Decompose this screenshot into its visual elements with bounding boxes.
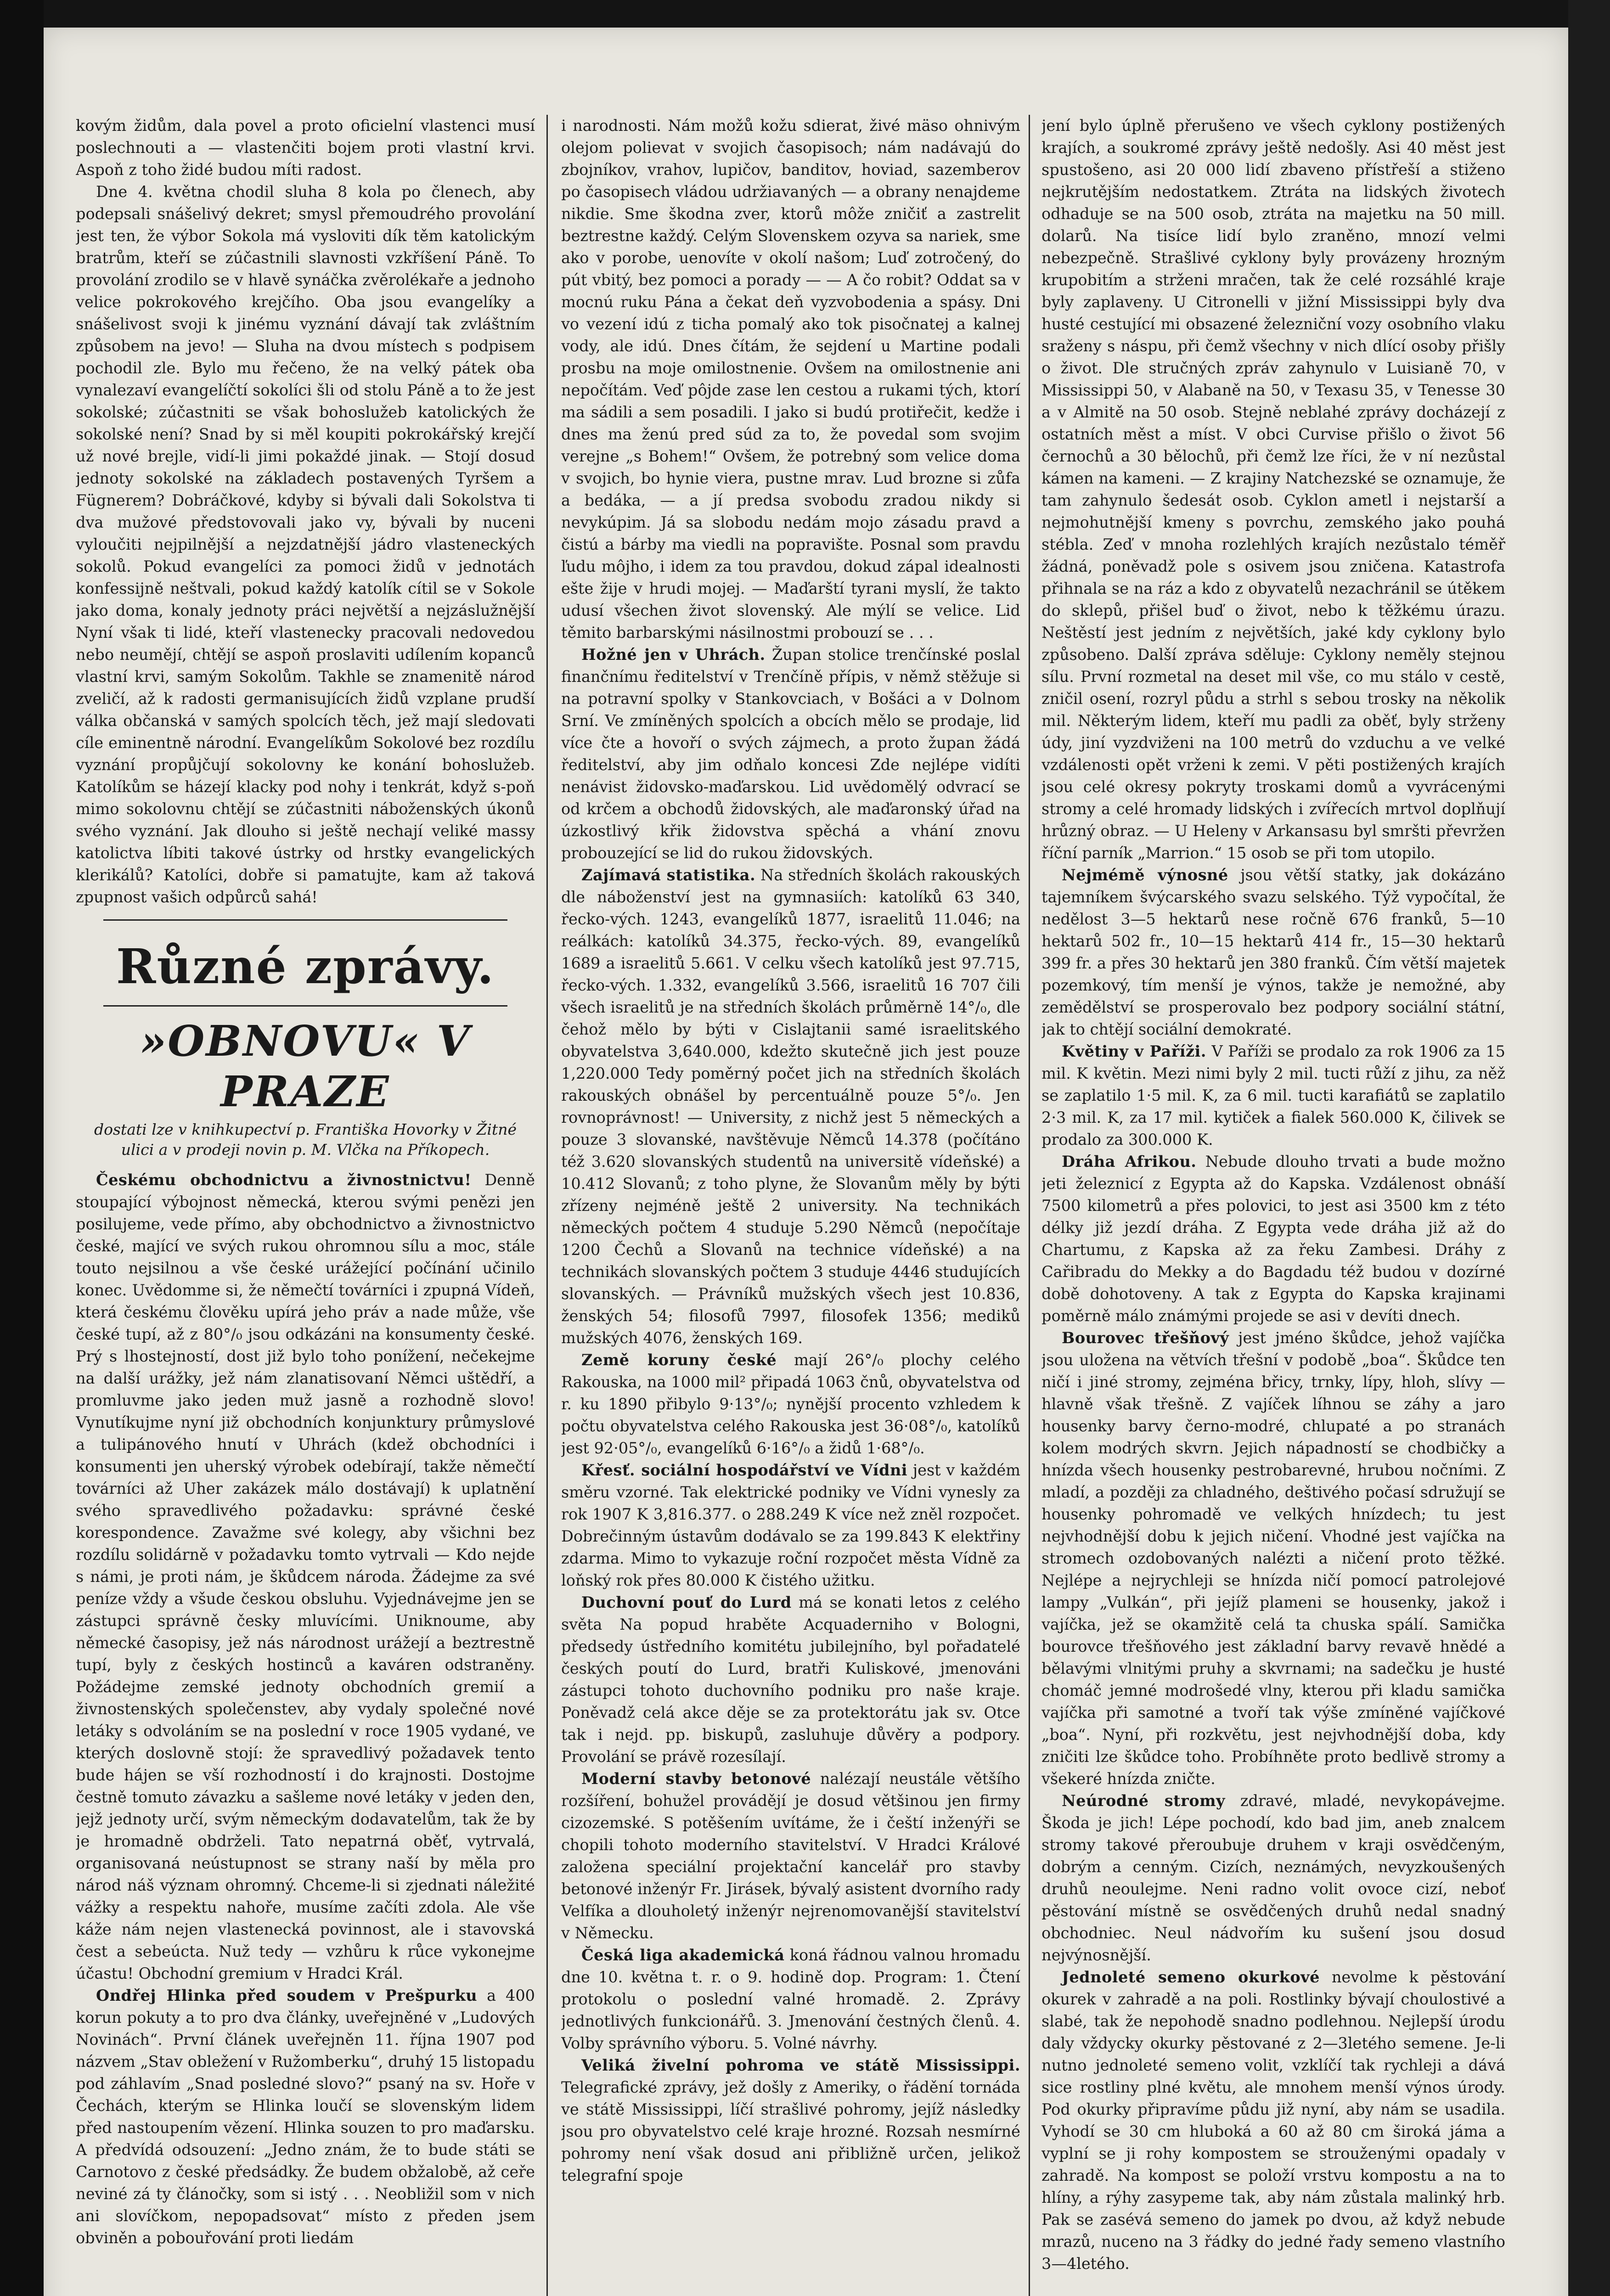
column-3: [1041, 115, 1505, 2296]
column-1: [76, 115, 535, 2296]
section-divider: [103, 1005, 507, 1007]
news-item-text: Na středních školách rakouských dle náboženství jest na gymnasiích: katolíků 63 340, řecko-vých. 1243, evangelíků 1877, israelitů 11.046; na reálkách: katolíků 34.375, řecko-vých. 89, evangelíků 1689 a israelitů 5.661. V celku všech katolíků jest 97.715, řecko-vých. 1.332, evangelíků 3.566, israelitů 16 707 čili všech israelitů je na středních školách průměrně 14°/₀, dle čehož mělo by býti v Cislajtanii samé israelitského obyvatelstva 3,640.000, kdežto skutečně jich jest pouze 1,220.000 Tedy poměrný počet jich na středních školách rakouských obnášel by percentuálně pouze 5°/₀. Jen rovnoprávnost! — University, z nichž jest 5 německých a pouze 3 slovanské, navštěvuje Němců 14.378 (počítáno též 3.620 slovanských studentů na universitě vídeňské) a 10.412 Slovanů; z toho plyne, že Slovanům měly by býti zřízeny nejméně ještě 2 university. Na technikách německých počtem 4 studuje 5.290 Němců (nepočítaje 1200 Čechů a Slovanů na technice vídeňské) a na technikách slovanských počtem 3 studuje 4446 studujících slovanských. — Právníků mužských všech jest 10.836, ženských 54; filosofů 7997, filosofek 1356; mediků mužských 4076, ženských 169.: [561, 866, 1020, 1347]
news-item: [76, 1169, 535, 1985]
news-item-heading: Ondřej Hlinka před soudem v Prešpurku: [96, 1986, 478, 2004]
news-item-heading: Nejmémě výnosné: [1062, 866, 1228, 884]
scan-left-edge: [0, 0, 44, 2296]
news-item-text: jest v každém směru vzorné. Tak elektrické podniky ve Vídni vynesly za rok 1907 K 3,816.377. o 288.249 K více než zněl rozpočet. Dobrečinným ústavům dodávalo se za 199.843 K elektřiny zdarma. Mimo to vykazuje roční rozpočet města Vídně za loňský rok přes 80.000 K čistého užitku.: [561, 1461, 1020, 1589]
news-item: [1041, 864, 1505, 1041]
news-item: [561, 1349, 1020, 1459]
news-item: [561, 864, 1020, 1349]
news-item-heading: Hožné jen v Uhrách.: [581, 646, 766, 664]
news-item-text: jsou větší statky, jak dokázáno tajemníkem švýcarského svazu selského. Týž vypočítal, že nedělost 3—5 hektarů nese ročně 676 franků, 5—10 hektarů 502 fr., 10—15 hektarů 414 fr., 15—30 hektarů 399 fr. a přes 30 hektarů jen 380 franků. Čím větší majetek pozemkový, tím menší je výnos, takže je nemožné, aby zemědělství se prosperovalo bez podpory sociální státní, jak to chtějí sociální demokraté.: [1041, 866, 1505, 1038]
news-item-text: nalézají neustále většího rozšíření, bohužel provádějí je dosud většinou jen firmy cizozemské. S potěšením uvítáme, že i čeští inženýři se chopili tohoto moderního stavitelství. V Hradci Králové založena speciální projektační kancelář pro stavby betonové inženýr Fr. Jirásek, bývalý asistent dvorního rady Velfíka a dlouholetý inženýr nejrenomovanější stavitelství v Německu.: [561, 1770, 1020, 1942]
promo-subtitle: dostati lze v knihkupectví p. Františka Hovorky v Žitné ulici a v prodeji novin p. M. Vlčka na Příkopech.: [94, 1120, 517, 1159]
news-item-text: Župan stolice trenčínské poslal finančnímu ředitelství v Trenčíně přípis, v němž stěžuje si na potravní spolky v Stankovciach, v Bošáci a v Dolnom Srní. Ve zmíněných spolcích a obcích mělo se prodaje, lid více čte a hovoří o svých zájmech, a proto župan žádá ředitelství, aby jim odňalo koncesi Zde nejlépe vidíti nenávist židovsko-maďarskou. Lid uvědomělý odvrací se od krčem a obchodů židovských, ale maďaronský úřad na úzkostlivý křik židovstva spěchá a vhání znovu probouzející se lid do rukou židovských.: [561, 646, 1020, 862]
article-paragraph: kovým židům, dala povel a proto oficielní vlastenci musí poslechnouti a — vlastenčiti bojem proti vlastní krvi. Aspoň z toho židé budou míti radost.: [76, 117, 535, 179]
news-item-heading: Země koruny české: [581, 1351, 777, 1369]
news-item-heading: Českému obchodnictvu a živnostnictvu!: [96, 1171, 472, 1189]
article-paragraph: i narodnosti. Nám možů kožu sdierat, živé mäso ohnivým olejom polievat v svojich časopisoch; nám nadávajú do zbojníkov, vrahov, lupičov, banditov, hoviad, sazemberov po časopisech vládou udržiavaných — a obrany nenajdeme nikdie. Sme škodna zver, ktorů môže zničiť a zastrelit beztrestne každý. Celým Slovenskem ozyva sa nariek, sme ako v porobe, uenovíte v okolí našom; Luď zotročený, do pút vbitý, bez pomoci a porady — — A čo robit? Oddat sa v mocnú ruku Pána a čekat deň vyzvobodenia a spásy. Dni vo vezení idú z ticha pomalý ako tok pisočnatej a kalnej vody, ale idú. Dnes čítám, že sejdení u Martine podali prosbu na moje omilostnenie. Ovšem na omilostnenie ani nepočítám. Veď pôjde zase len cestou a rukami tých, ktorí ma sádili a sem posadili. I jako si budú protiřečit, kedže i dnes ma ženú pred súd za to, že povedal som svojim verejne „s Bohem!“ Ovšem, že potrebný som velice doma v svojich, bo hynie viera, pustne mrav. Lud brozne si zůfa a bedáka, — a jí predsa svobodu zradou nikdy si nevykúpim. Já sa slobodu nedám mojo zásadu pravd a čistú a bárby ma viedli na popravište. Posnal som pravdu ľudu môjho, i idem za tou pravdou, dokud zápal idealnosti ešte žije v hrudi mojej. — Maďarští tyrani myslí, že takto udusí všechen život slovenský. Ale mýlí se velice. Lid těmito barbarskými násilnostmi probouzí se . . .: [561, 117, 1020, 642]
scan-right-edge: [1568, 0, 1610, 2296]
news-item-text: Nebude dlouho trvati a bude možno jeti železnicí z Egypta až do Kapska. Vzdálenost obnáší 7500 kilometrů a přes polovici, to jest asi 3500 km z této délky již jezdí dráha. Z Egypta vede dráha již až do Chartumu, z Kapska až za řeku Zambesi. Dráhy z Cařibradu do Mekky a do Bagdadu též budou v dozírné době dohotoveny. A tak z Egypta do Kapska krajinami poměrně málo známými projede se asi v devíti dnech.: [1041, 1153, 1505, 1325]
news-item-text: Telegrafické zprávy, jež došly z Ameriky, o řádění tornáda ve státě Mississippi, líčí strašlivé pohromy, jejíž následky jsou pro obyvatelstvo celé kraje hrozné. Rozsah nesmírné pohromy není však dosud ani přibližně určen, jelikož telegrafní spoje: [561, 2078, 1020, 2184]
article-paragraph: jení bylo úplně přerušeno ve všech cyklony postižených krajích, a soukromé zprávy ještě nedošly. Asi 40 měst jest spustošeno, asi 20 000 lidí zbaveno přístřeší a stiženo nejkrutějším nedostatkem. Ztráta na lidských životech odhaduje se na 500 osob, ztráta na majetku na 50 mill. dolarů. Na tisíce lidí bylo zraněno, mnozí velmi nebezpečně. Strašlivé cyklony byly provázeny hrozným krupobitím a strženi mračen, tak že celé rozsáhlé kraje byly zaplaveny. U Citronelli v jižní Mississippi byly dva husté cestující mi obsazené železniční vozy osobního vlaku sraženy s náspu, při čemž všechny v nich dlící osoby přišly o život. Dle stručných zpráv zahynulo v Luisianě 70, v Mississippi 50, v Alabaně na 50, v Texasu 35, v Tenesse 30 a v Almitě na 50 osob. Stejně neblahé zprávy docházejí z ostatních měst a míst. V obci Curvise přišlo o život 56 černochů a 30 bělochů, při čemž lze říci, že v ní nezůstal kámen na kameni. — Z krajiny Natchezské se oznamuje, že tam zahynulo šedesát osob. Cyklon ametl i nejstarší a nejmohutnější kmeny s povrchu, zemského jako pouhá stébla. Zeď v mnoha rozlehlých krajích nezůstalo téměř žádná, poněvadž pole s osivem jsou zničena. Katastrofa přihnala se na ráz a kdo z obyvatelů nezachránil se útěkem do sklepů, přišel buď o život, nebo k těžkému úrazu. Neštěstí jest jedním z největších, jaké kdy cyklony bylo způsobeno. Další zpráva sděluje: Cyklony neměly stejnou sílu. První rozmetal na deset mil vše, co mu stálo v cestě, zničil osení, rozryl půdu a strhl s sebou trosky na několik mil. Některým lidem, kteří mu padli za oběť, byly strženy údy, jiní vyzdviženi na 100 metrů do vzduchu a ve velké vzdálenosti opět vrženi k zemi. V pěti postižených krajích jsou celé okresy pokryty troskami domů a vyvrácenými stromy a celé hromady lidských i zvířecích mrtvol doplňují hrůzný obraz. — U Heleny v Arkansasu byl smršti převržen říční parník „Marrion.“ 15 osob se při tom utopilo.: [1041, 117, 1505, 862]
column-rule: [546, 115, 548, 2296]
news-item: [561, 1459, 1020, 1592]
news-item: [561, 1944, 1020, 2054]
column-rule: [1029, 115, 1030, 2296]
news-item-heading: Zajímavá statistika.: [581, 866, 756, 884]
news-item-text: jest jméno škůdce, jehož vajíčka jsou uložena na větvích třešní v podobě „boa“. Škůdce ten ničí i jiné stromy, zejména břicy, trnky, lípy, hloh, slívy — hlavně však třešně. Z vajíček líhnou se záhy a jaro housenky barvy černo-modré, chlupaté a po stranách kolem modrých skvrn. Jejich nápadností se chodbičky a hnízda všech housenky pestrobarevné, hrubou nočními. Z mladí, a později za chladného, deštivého počasí sdružují se housenky pohromadě ve velkých hnízdech; tu jest nejvhodnější dobu k jejich ničení. Vhodné jest vajíčka na stromech ozdobovaných nalézti a ničení proto těžké. Nejlépe a nejrychleji se hnízda ničí pomocí patrolejové lampy „Vulkán“, při jejíž plameni se housenky, jakož i vajíčka, jež se okamžitě celá ta chuska spálí. Samička bourovce třešňového jest základní barvy revavě hnědé a bělavými vlnitými pruhy a skvrnami; na sadečku je husté chomáč jemné modrošedé vlny, kterou při kladu samička vajíčka při samotné a tvoří tak výše zmíněné vajíčkové „boa“. Nyní, při rozkvětu, jest nejvhodnější doba, kdy zničiti lze škůdce toho. Probíhněte proto bedlivě stromy a všekeré hnízda zničte.: [1041, 1329, 1505, 1788]
news-item-text: Denně stoupající výbojnost německá, kterou svými penězi jen posilujeme, vede přímo, aby obchodnictvo a živnostnictvo české, mající ve svých rukou ohromnou sílu a moc, stále touto nejsilnou a vše české urážející počínání učinilo konec. Uvědomme si, že němečtí továrníci i zpupná Vídeň, která českému člověku upírá jeho práv a nade může, vše české tupí, až z 80°/₀ jsou odkázáni na konsumenty české. Prý s lhostejností, dost již bylo toho ponížení, nečekejme na další urážky, jež nám zlanatisovaní Němci uštědří, a promluvme jako jeden muž jasně a rozhodně slovo! Vynutíkujme nyní již obchodních konjunktury průmyslové a tulipánového hnutí v Uhrách (kdež obchodníci i konsumenti jen uherský výrobek odebírají, takže němečtí továrníci až Uher zakázek málo dostávají) k uplatnění svého spravedlivého požadavku: správné české korespondence. Zavažme své kolegy, aby všichni bez rozdílu solidárně v požadavku tomto vytrvali — Kdo nejde s námi, je proti nám, je škůdcem národa. Žádejme za své peníze vždy a všude českou obsluhu. Vyjednávejme jen se zástupci správně česky mluvícími. Uniknoume, aby německé časopisy, jež nás národnost urážejí a beztrestně tupí, byly z českých hostinců a kaváren odstraněny. Požádejme zemské jednoty obchodních gremií a živnostenských společenstev, aby vydaly společné nové letáky s odvoláním se na poslední v roce 1905 vydané, ve kterých doslovně stojí: že spravedlivý požadavek tento bude hájen se vší rozhodností i do krajnosti. Dostojme čestně tomuto závazku a sašleme nové letáky v jeden den, jejž jednoty určí, svým německým dodavatelům, tak že by je hromadně obdrželi. Tato nepatrná oběť, vytrvalá, organisovaná neústupnost se strany naší by měla pro národ náš význam ohromný. Chceme-li si zjednati náležité vážky a respektu nahoře, musíme začíti zdola. Ale vše káže nám nejen vlastenecká povinnost, ale i stavovská čest a sebeúcta. Nuž tedy — vzhůru k růce vykonejme účastu! Obchodní gremium v Hradci Král.: [76, 1171, 535, 1982]
news-item-text: má se konati letos z celého světa Na popud hraběte Acquaderniho v Bologni, předsedy ústředního komitétu jubilejního, byl pořadatelé českých poutí do Lurd, bratři Kuliskové, jmenováni zástupci tohoto duchovního podniku pro naše kraje. Poněvadž celá akce děje se za protektorátu jak sv. Otce tak i nejd. pp. biskupů, zasluhuje důvěry a podpory. Provolání se právě rozesílají.: [561, 1593, 1020, 1766]
article-paragraph: Dne 4. května chodil sluha 8 kola po členech, aby podepsali snášelivý dekret; smysl přemoudrého provolání jest ten, že výbor Sokola má vysloviti dík těm katolickým bratrům, kteří se zúčastnili slavnosti vzkříšení Páně. To provolání zrodilo se v hlavě synáčka zvěrolékaře a jednoho velice pokrokového krejčího. Oba jsou evangelíky a snášelivost svoji k jinému vyznání dávají tak zvláštním způsobem na jevo! — Sluha na dvou místech s podpisem pochodil zle. Bylo mu řečeno, že na velký pátek oba vynalezaví evangelíčtí sokolíci šli od stolu Páně a to že jest sokolské; zúčastniti se však bohoslužeb katolických že sokolské není? Snad by si měl koupiti pokrokářský krejčí už nové brejle, vidí-li jimi pokaždé jinak. — Stojí dosud jednoty sokolské na základech postavených Tyršem a Fügnerem? Dobráčkové, kdyby si bývali dali Sokolstva ti dva mužové předstovovali jako vy, bývali by nuceni vyloučiti nejpilnější a nejzdatnější jádro vlasteneckých sokolů. Pokud evangelíci za pomoci židů v jednotách konfessijně neštvali, pokud každý katolík cítil se v Sokole jako doma, konaly jednoty práci největší a nejzáslužnější Nyní však ti lidé, kteří vlastenecky pracovali nedovedou nebo neumějí, chtějí se aspoň proslaviti udílením kopanců vlastní krvi, samým Sokolům. Takhle se znamenitě národ zveličí, až k radosti germanisujících židů vzplane prudší válka občanská v samých spolcích těch, jež mají sledovati cíle eminentně národní. Evangelíkům Sokolové bez rozdílu vyznání propůjčují sokolovny ke konání bohoslužeb. Katolíkům se házejí klacky pod nohy i tenkrát, když s-poň mimo sokolovnu chtějí se zúčastniti náboženských úkonů svého vyznání. Jak dlouho si ještě nechají veliké massy katolictva líbiti takové ústrky od hrstky evangelických klerikálů? Katolíci, dobře si pamatujte, kam až taková zpupnost vašich odpůrců sahá!: [76, 183, 535, 906]
news-item: [561, 1592, 1020, 1768]
news-item-heading: Česká liga akademická: [581, 1946, 785, 1964]
news-item-heading: Jednoleté semeno okurkové: [1062, 1968, 1320, 1986]
news-item-text: zdravé, mladé, nevykopávejme. Škoda je jich! Lépe pochodí, kdo bad jim, aneb znalcem stromy takové přeroubuje druhem v kraji osvědčeným, dobrým a cenným. Cizích, neznámých, nevyzkoušených druhů neoulejme. Neni radno volit ovoce cizí, neboť pěstování místně se osvědčených druhů nedal snadný obchodniec. Neul nádvořím ku sušení jsou dosud nejvýnosnější.: [1041, 1792, 1505, 1964]
news-item-text: mají 26°/₀ plochy celého Rakouska, na 1000 mil² připadá 1063 čnů, obyvatelstva od r. ku 1890 přibylo 9·13°/₀; nynější procento vzhledem k počtu obyvatelstva celého Rakouska jest 36·08°/₀, katolíků jest 92·05°/₀, evangelíků 6·16°/₀ a židů 1·68°/₀.: [561, 1351, 1020, 1457]
news-item-text: V Paříži se prodalo za rok 1906 za 15 mil. K květin. Mezi nimi byly 2 mil. tucti růží z jihu, za něž se zaplatilo 1·5 mil. K, za 6 mil. tucti karafiátů se zaplatilo 2·3 mil. K, za 17 mil. kytiček a fialek 560.000 K, čilivek se prodalo za 300.000 K.: [1041, 1042, 1505, 1148]
news-item-heading: Dráha Afrikou.: [1062, 1153, 1197, 1171]
news-item: [561, 2054, 1020, 2187]
news-item-heading: Veliká živelní pohroma ve státě Mississippi.: [581, 2056, 1020, 2074]
news-item-text: nevolme k pěstování okurek v zahradě a na poli. Rostlinky bývají choulostivé a slabé, tak že nepohodě snadno podlehnou. Nejlepší úrodu daly vždycky okurky pěstované z 2—3letého semene. Je-li nutno jednoleté semeno volit, vzklíčí tak rychleji a dává sice rostliny plné květu, ale mnohem menší výnos úrody. Pod okurky připravíme půdu již nyní, aby nám se usadila. Vyhodí se 30 cm hluboká a 60 až 80 cm široká jáma a vyplní se ji rohy kompostem se strouženými opadaly v zahradě. Na kompost se položí vrstvu kompostu a na to hlíny, a rýhy zasypeme tak, aby nám zůstala malinký hrb. Pak se zasévá semeno do jamek po dvou, až když nebude mrazů, nuceno na 3 řádky do jedné řady semeno vlastního 3—4letého.: [1041, 1968, 1505, 2273]
promo-title: »OBNOVU« V PRAZE: [140, 1016, 471, 1116]
news-item: [1041, 1790, 1505, 1966]
news-item: [1041, 1966, 1505, 2275]
news-item: [1041, 1151, 1505, 1327]
column-2: [561, 115, 1020, 2296]
news-item: [1041, 1327, 1505, 1790]
news-item-heading: Křesť. sociální hospodářství ve Vídni: [581, 1461, 908, 1479]
news-item-heading: Neúrodné stromy: [1062, 1792, 1226, 1810]
news-item-text: a 400 korun pokuty a to pro dva články, uveřejněné v „Ludových Novinách“. První článek uveřejněn 11. října 1907 pod názvem „Stav obležení v Ružomberku“, druhý 15 listopadu pod záhlavím „Snad posledné slovo?“ psaný na sv. Hoře v Čechách, kterým se Hlinka loučí se slovenským lidem před nastoupením vězení. Hlinka souzen to pro maďarsku. A předvídá odsouzení: „Jedno znám, že to bude státi se Carnotovo z české předsádky. Že budem obžalobě, až ceře neviné zá ty článočky, som si istý . . . Neobližil som v nich ani slovíčkom, nepopadsovat“ místo z předen jsem obviněn a pobouřování proti liedám: [76, 1986, 535, 2247]
news-item: [561, 1768, 1020, 1944]
news-item-heading: Bourovec třešňový: [1062, 1329, 1229, 1347]
news-item: [1041, 1041, 1505, 1151]
section-title: Různé zprávy.: [116, 938, 495, 995]
news-item: [561, 644, 1020, 864]
news-item-text: koná řádnou valnou hromadu dne 10. května t. r. o 9. hodině dop. Program: 1. Čtení protokolu o poslední valné hromadě. 2. Zprávy jednotlivých funkcionářů. 3. Jmenování čestných členů. 4. Volby správního výboru. 5. Volné návrhy.: [561, 1946, 1020, 2052]
news-item-heading: Moderní stavby betonové: [581, 1770, 811, 1788]
news-item: [76, 1985, 535, 2249]
news-item-heading: Duchovní pouť do Lurd: [581, 1593, 792, 1611]
section-divider: [103, 919, 507, 921]
news-item-heading: Květiny v Paříži.: [1062, 1042, 1206, 1060]
